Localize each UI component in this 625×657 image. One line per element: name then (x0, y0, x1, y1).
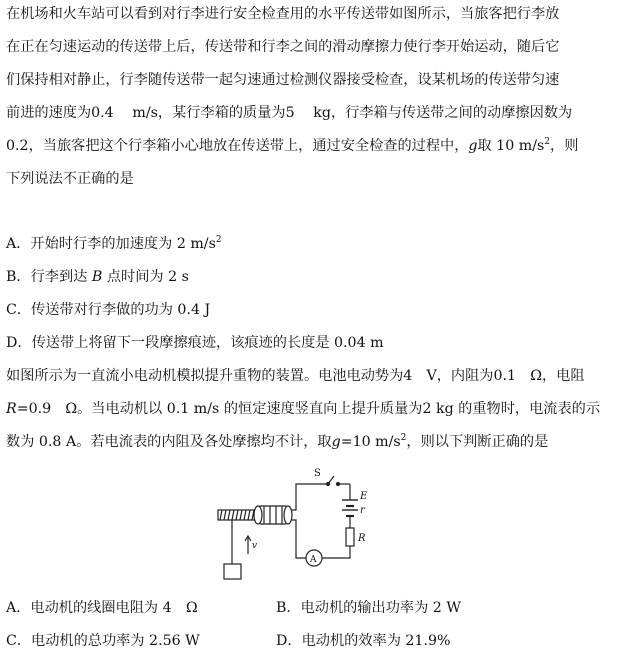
q1-stem-line-4: 前进的速度为0.4 m/s，某行李箱的质量为5 kg，行李箱与传送带之间的动摩擦因数为 (6, 105, 573, 121)
velocity-label: v (252, 541, 258, 551)
q1-option-d: D．传送带上将留下一段摩擦痕迹，该痕迹的长度是 0.04 m (6, 335, 384, 351)
q1-stem-line-5: 0.2，当旅客把这个行李箱小心地放在传送带上，通过安全检查的过程中，g取 10 $m/s^2$，则 (6, 137, 579, 154)
q2-stem-line-2: R=0.9 Ω。当电动机以 0.1 m/s 的恒定速度竖直向上提升质量为2 kg 的重物时，电流表的示 (6, 401, 601, 417)
internal-resistance-label: r (360, 505, 365, 516)
motor-circuit-diagram (210, 462, 370, 584)
q2-option-b: B．电动机的输出功率为 2 W (276, 600, 461, 616)
q1-option-b: B．行李到达 B 点时间为 2 s (6, 269, 189, 285)
q1-stem-line-2: 在正在匀速运动的传送带上后，传送带和行李之间的滑动摩擦力使行李开始运动，随后它 (6, 39, 560, 55)
resistor-label: R (358, 533, 366, 544)
emf-label: E (360, 491, 368, 502)
q1-stem-line-6: 下列说法不正确的是 (6, 171, 134, 187)
q2-option-d: D．电动机的效率为 21.9% (276, 633, 451, 649)
q2-stem-line-1: 如图所示为一直流小电动机模拟提升重物的装置。电池电动势为4 V，内阻为0.1 Ω，电阻 (6, 368, 585, 384)
q1-option-a: A．开始时行李的加速度为 2 $m/s^2$ (6, 235, 222, 252)
winding-drum (218, 510, 258, 520)
velocity-arrow (245, 536, 251, 554)
q1-stem-line-3: 们保持相对静止，行李随传送带一起匀速通过检测仪器接受检查，设某机场的传送带匀速 (6, 72, 560, 88)
q1-stem-line-1: 在机场和火车站可以看到对行李进行安全检查用的水平传送带如图所示，当旅客把行李放 (6, 6, 560, 22)
q2-stem-line-3: 数为 0.8 A。若电流表的内阻及各处摩擦均不计，取g=10 $m/s^2$，则以下判断正确的是 (6, 433, 549, 450)
resistor (346, 528, 354, 546)
weight-box (224, 564, 241, 579)
motor (254, 506, 292, 524)
ammeter-label: A (310, 555, 317, 565)
q2-option-a: A．电动机的线圈电阻为 4 Ω (6, 600, 198, 616)
q1-option-c: C．传送带对行李做的功为 0.4 J (6, 302, 211, 318)
switch-label: S (314, 468, 321, 479)
battery (342, 500, 358, 516)
q2-option-c: C．电动机的总功率为 2.56 W (6, 633, 200, 649)
